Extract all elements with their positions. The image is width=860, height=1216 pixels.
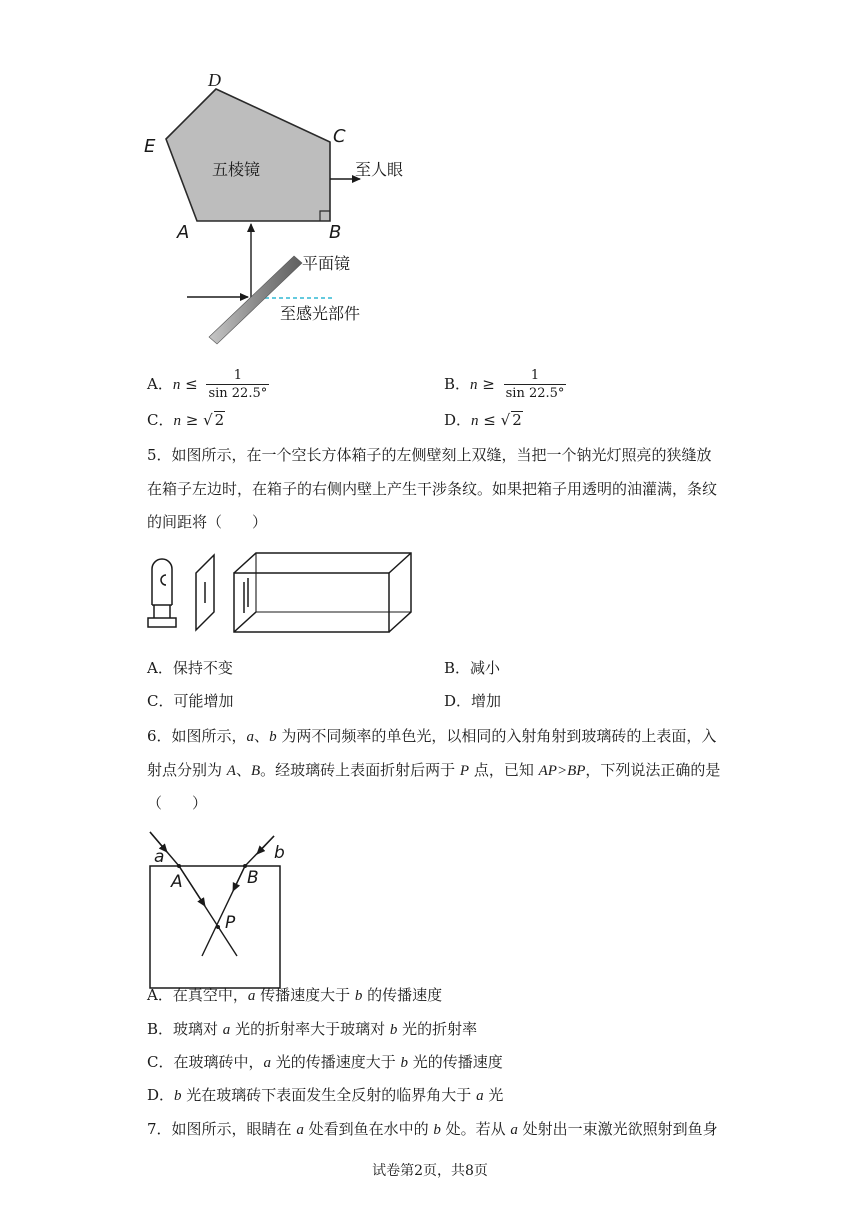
q4-option-a — [147, 364, 269, 405]
ray-b-arrow — [257, 836, 274, 854]
text-run: 处射出一束激光欲照射到鱼身 — [517, 1120, 718, 1138]
variable-a: a — [476, 1088, 484, 1104]
text-run: 、 — [235, 761, 251, 779]
q5-stem-line-2: 在箱子左边时，在箱子的右侧内壁上产生干涉条纹。如果把箱子用透明的油灌满，条纹 — [147, 480, 718, 498]
text-run: 处。若从 — [440, 1120, 511, 1138]
variable-a: a — [246, 729, 255, 745]
text-run: 的传播速度 — [362, 986, 443, 1004]
q6-stem-line-3: （ ） — [147, 794, 208, 812]
sodium-lamp-icon — [148, 559, 176, 627]
text-run: 光的传播速度大于 — [270, 1053, 401, 1071]
text-run: 点，已知 — [469, 761, 539, 779]
variable-a: a — [263, 1055, 271, 1071]
glass-block — [150, 866, 280, 988]
label-a: a — [154, 847, 165, 867]
q6-stem-line-2 — [147, 760, 720, 781]
variable-P: P — [459, 763, 470, 779]
rectangular-box — [234, 553, 411, 632]
text-run: 光的折射率大于玻璃对 — [230, 1020, 390, 1038]
label-B: B — [247, 868, 259, 888]
radicand: 2 — [214, 411, 225, 429]
variable-b: b — [269, 729, 277, 745]
variable-n: n — [470, 377, 478, 393]
variable-b: b — [174, 1088, 182, 1104]
ray-b-refracted-arrow — [233, 866, 245, 891]
text-run: 射点分别为 — [147, 761, 227, 779]
fraction-numerator: 1 — [206, 368, 269, 385]
q4-option-c — [147, 410, 225, 431]
text-run: 光的折射率 — [397, 1020, 478, 1038]
vertex-label-c: C — [333, 126, 346, 147]
fraction-denominator: sin 22.5° — [505, 386, 565, 401]
text-run: 为两不同频率的单色光，以相同的入射角射到玻璃砖的上表面，入 — [276, 727, 717, 745]
text-run: 7．如图所示，眼睛在 — [147, 1120, 297, 1138]
text-run: C．在玻璃砖中， — [147, 1053, 264, 1071]
slit-plate — [196, 555, 214, 630]
q6-option-c — [147, 1052, 503, 1073]
vertex-label-e: E — [144, 136, 156, 157]
label-A: A — [171, 872, 183, 892]
variable-b: b — [433, 1122, 441, 1138]
eye-label: 至人眼 — [355, 160, 404, 179]
text-run: 、 — [254, 727, 270, 745]
q4-option-d — [444, 410, 523, 431]
variable-a: a — [510, 1122, 518, 1138]
label-P: P — [225, 913, 236, 933]
label-b: b — [274, 843, 285, 863]
variable-a: a — [296, 1122, 304, 1138]
text-run: 光 — [483, 1086, 504, 1104]
double-slit-box-figure — [140, 545, 420, 640]
pentaprism-figure — [130, 60, 410, 360]
q4-option-b — [444, 364, 566, 405]
vertex-label-a: A — [177, 222, 190, 243]
text-run: 光在玻璃砖下表面发生全反射的临界角大于 — [181, 1086, 477, 1104]
option-letter: A． — [147, 375, 173, 393]
variable-A: A — [226, 763, 236, 779]
q5-option-b: B．减小 — [444, 659, 501, 677]
q5-stem-line-1: 5．如图所示，在一个空长方体箱子的左侧壁刻上双缝，当把一个钠光灯照亮的狭缝放 — [147, 446, 712, 464]
operator: ≤ — [478, 411, 501, 429]
q6-option-a — [147, 985, 442, 1006]
prism-label: 五棱镜 — [212, 160, 261, 179]
fraction — [504, 368, 567, 402]
sqrt-symbol: √ — [500, 411, 511, 429]
variable-a: a — [222, 1022, 231, 1038]
radicand: 2 — [512, 411, 522, 429]
ray-a-refracted-arrow — [179, 866, 205, 906]
sqrt-symbol: √ — [203, 411, 213, 429]
variable-n: n — [471, 413, 479, 429]
point-P — [216, 925, 220, 929]
variable-b: b — [400, 1055, 409, 1071]
q7-stem-line-1 — [147, 1119, 718, 1140]
plane-mirror — [209, 256, 302, 344]
option-letter: D． — [444, 411, 472, 429]
variable-B: B — [250, 763, 261, 779]
text-run: A．在真空中， — [147, 986, 248, 1004]
variable-n: n — [173, 413, 181, 429]
text-run: 6．如图所示， — [147, 727, 247, 745]
operator: ≤ — [180, 375, 203, 393]
condition-ap-bp: AP>BP — [538, 763, 586, 779]
variable-b: b — [389, 1022, 398, 1038]
q6-option-d — [147, 1085, 503, 1106]
text-run: D． — [147, 1086, 175, 1104]
text-run: 传播速度大于 — [255, 986, 355, 1004]
text-run: B．玻璃对 — [147, 1020, 223, 1038]
operator: ≥ — [180, 411, 204, 429]
sensor-label: 至感光部件 — [280, 304, 361, 323]
point-A — [177, 864, 181, 868]
text-run: 处看到鱼在水中的 — [303, 1120, 434, 1138]
vertex-label-b: B — [329, 222, 342, 243]
q5-stem-line-3: 的间距将（ ） — [147, 513, 268, 531]
variable-b: b — [354, 988, 363, 1004]
q5-option-d: D．增加 — [444, 692, 502, 710]
q6-option-b — [147, 1019, 477, 1040]
q5-option-c: C．可能增加 — [147, 692, 234, 710]
text-run: ，下列说法正确的是 — [585, 761, 721, 779]
variable-n: n — [172, 377, 181, 393]
operator: ≥ — [477, 375, 500, 393]
variable-a: a — [247, 988, 256, 1004]
fraction — [206, 368, 269, 402]
pentaprism-body — [166, 89, 330, 221]
option-letter: B． — [444, 375, 471, 393]
glass-block-figure — [140, 828, 300, 993]
fraction-numerator: 1 — [504, 368, 567, 385]
text-run: 。经玻璃砖上表面折射后两于 — [260, 761, 460, 779]
text-run: 光的传播速度 — [408, 1053, 503, 1071]
mirror-label: 平面镜 — [302, 254, 351, 273]
option-letter: C． — [147, 411, 174, 429]
q6-stem-line-1 — [147, 726, 716, 747]
vertex-label-d: D — [208, 70, 221, 90]
fraction-denominator: sin 22.5° — [208, 386, 268, 401]
page-footer: 试卷第2页，共8页 — [372, 1163, 488, 1179]
q5-option-a: A．保持不变 — [147, 659, 233, 677]
